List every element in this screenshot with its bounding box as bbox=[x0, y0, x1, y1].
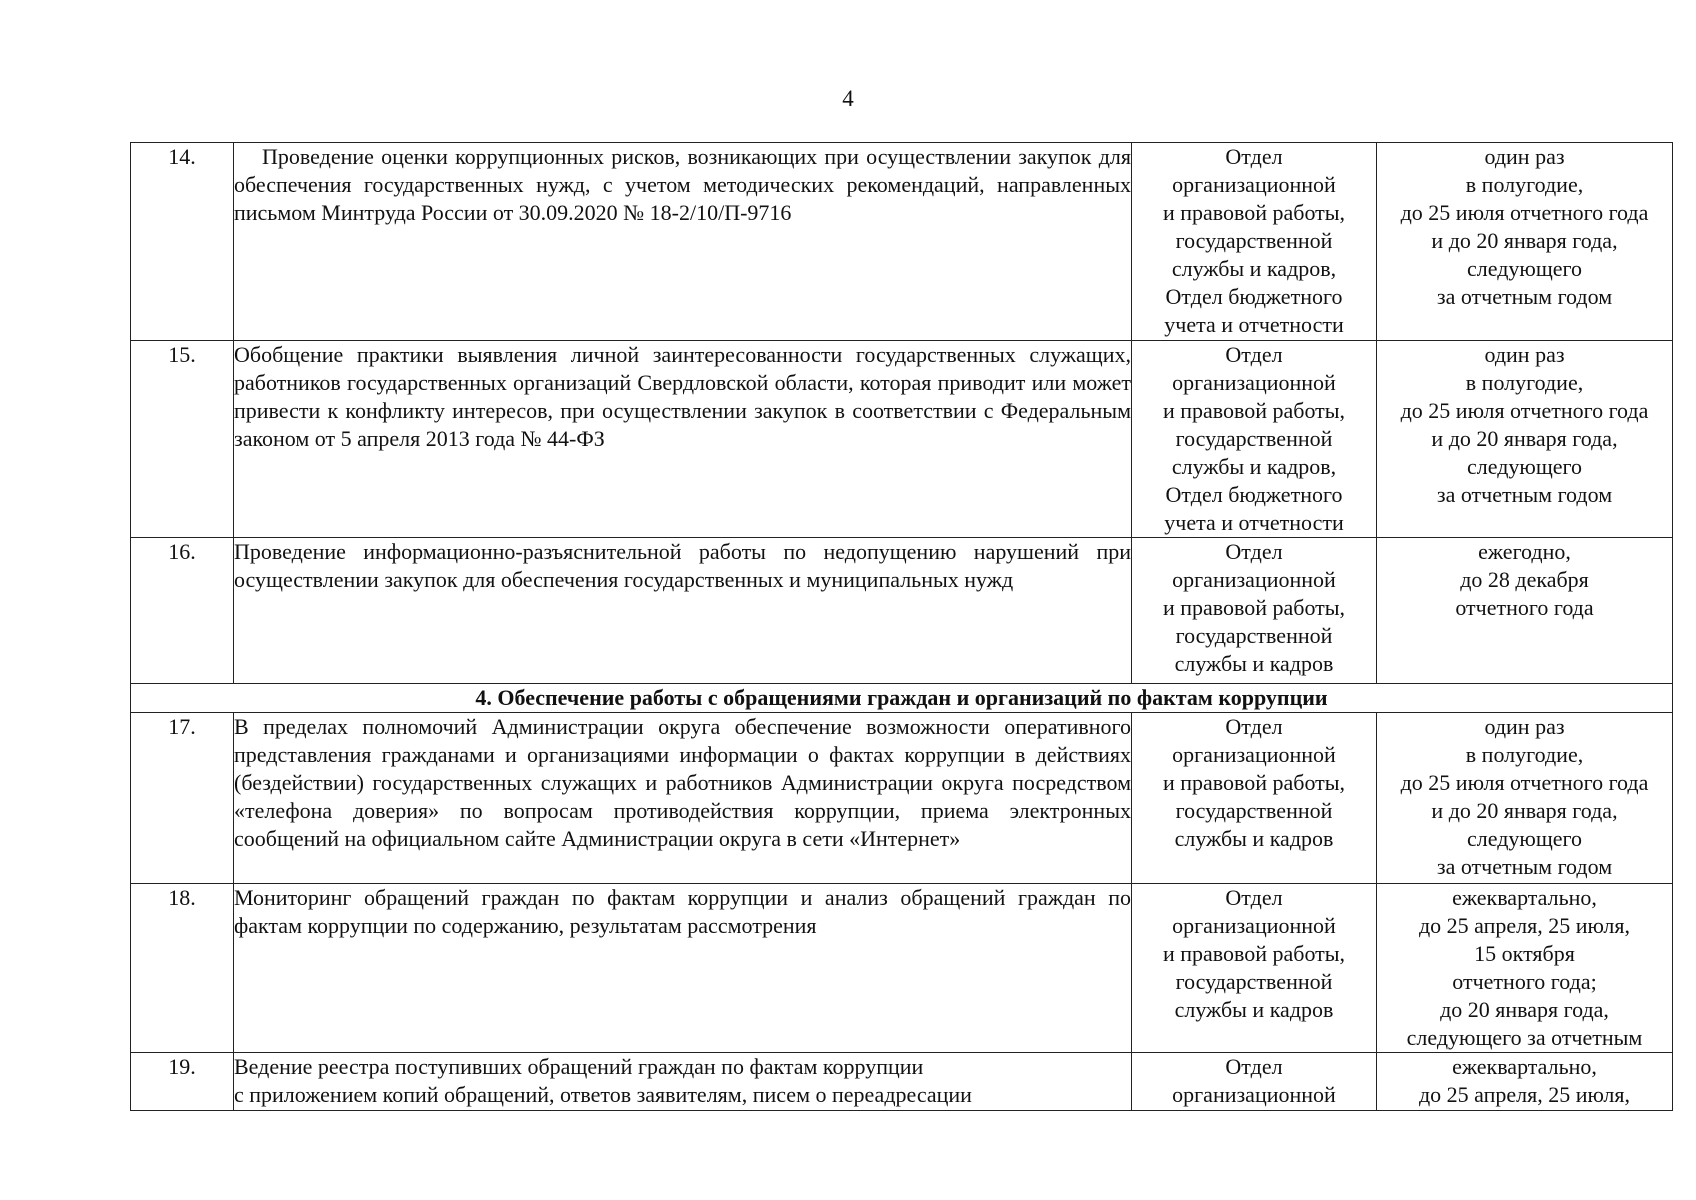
responsible-line: Отдел бюджетного bbox=[1165, 482, 1343, 507]
responsible-line: и правовой работы, bbox=[1162, 941, 1346, 966]
deadline-line: до 28 декабря bbox=[1460, 567, 1589, 592]
responsible-line: и правовой работы, bbox=[1162, 595, 1346, 620]
deadline-line: отчетного года bbox=[1455, 595, 1594, 620]
responsible-line: организационной bbox=[1172, 567, 1336, 592]
table-row bbox=[131, 1053, 1673, 1111]
table-row bbox=[131, 341, 1673, 538]
row-number: 14. bbox=[131, 143, 234, 341]
deadline-line: до 25 июля отчетного года bbox=[1400, 770, 1649, 795]
responsible-line: государственной bbox=[1175, 426, 1333, 451]
responsible-line: государственной bbox=[1175, 623, 1333, 648]
deadline-line: за отчетным годом bbox=[1436, 854, 1613, 879]
responsible-line: организационной bbox=[1172, 172, 1336, 197]
responsible-cell bbox=[1132, 143, 1377, 341]
responsible-line: организационной bbox=[1172, 913, 1336, 938]
row-number: 18. bbox=[131, 884, 234, 1053]
row-number: 16. bbox=[131, 538, 234, 684]
table-row bbox=[131, 884, 1673, 1053]
deadline-line: и до 20 января года, bbox=[1431, 426, 1618, 451]
deadline-line: в полугодие, bbox=[1465, 742, 1584, 767]
deadline-line: ежеквартально, bbox=[1452, 1054, 1597, 1079]
deadline-line: за отчетным годом bbox=[1436, 284, 1613, 309]
section-heading: 4. Обеспечение работы с обращениями граждан и организаций по фактам коррупции bbox=[131, 684, 1673, 713]
measure-text: Проведение информационно-разъяснительной работы по недопущению нарушений при осуществлении закупок для обеспечения государственных и муниципальных нужд bbox=[234, 538, 1132, 684]
deadline-line: до 25 июля отчетного года bbox=[1400, 398, 1649, 423]
deadline-line: один раз bbox=[1484, 714, 1565, 739]
responsible-line: службы и кадров bbox=[1174, 997, 1334, 1022]
responsible-line: государственной bbox=[1175, 969, 1333, 994]
measure-text: В пределах полномочий Администрации округа обеспечение возможности оперативного представления гражданами и организациями информации о фактах коррупции в действиях (бездействии) государственных служащих и работников Администрации округа посредством «телефона доверия» по вопросам противодействия коррупции, приема электронных сообщений на официальном сайте Администрации округа в сети «Интернет» bbox=[234, 713, 1132, 884]
measure-text bbox=[234, 1053, 1132, 1111]
responsible-cell bbox=[1132, 713, 1377, 884]
deadline-cell bbox=[1377, 884, 1673, 1053]
deadline-line: следующего за отчетным bbox=[1406, 1025, 1643, 1050]
deadline-line: один раз bbox=[1484, 144, 1565, 169]
responsible-line: организационной bbox=[1172, 1082, 1336, 1107]
responsible-line: Отдел bbox=[1225, 1054, 1283, 1079]
responsible-line: государственной bbox=[1175, 228, 1333, 253]
responsible-cell bbox=[1132, 884, 1377, 1053]
deadline-line: следующего bbox=[1466, 826, 1583, 851]
deadline-line: отчетного года; bbox=[1452, 969, 1597, 994]
responsible-line: и правовой работы, bbox=[1162, 200, 1346, 225]
measure-text-line: Ведение реестра поступивших обращений граждан по фактам коррупции bbox=[234, 1054, 924, 1079]
deadline-cell bbox=[1377, 713, 1673, 884]
deadline-line: один раз bbox=[1484, 342, 1565, 367]
responsible-line: государственной bbox=[1175, 798, 1333, 823]
deadline-line: в полугодие, bbox=[1465, 172, 1584, 197]
deadline-line: до 25 апреля, 25 июля, bbox=[1418, 913, 1631, 938]
deadline-cell bbox=[1377, 538, 1673, 684]
responsible-line: Отдел bbox=[1225, 714, 1283, 739]
deadline-line: до 25 июля отчетного года bbox=[1400, 200, 1649, 225]
responsible-line: организационной bbox=[1172, 742, 1336, 767]
deadline-line: за отчетным годом bbox=[1436, 482, 1613, 507]
section-row bbox=[131, 684, 1673, 713]
responsible-line: службы и кадров bbox=[1174, 826, 1334, 851]
deadline-cell bbox=[1377, 341, 1673, 538]
responsible-line: службы и кадров bbox=[1174, 651, 1334, 676]
deadline-line: ежегодно, bbox=[1478, 539, 1571, 564]
responsible-cell bbox=[1132, 341, 1377, 538]
responsible-line: службы и кадров, bbox=[1171, 256, 1337, 281]
deadline-line: следующего bbox=[1466, 454, 1583, 479]
row-number: 19. bbox=[131, 1053, 234, 1111]
measure-text: Обобщение практики выявления личной заинтересованности государственных служащих, работников государственных организаций Свердловской области, которая приводит или может привести к конфликту интересов, при осуществлении закупок в соответствии с Федеральным законом от 5 апреля 2013 года № 44-ФЗ bbox=[234, 341, 1132, 538]
responsible-line: учета и отчетности bbox=[1164, 312, 1344, 337]
table-row bbox=[131, 538, 1673, 684]
deadline-line: 15 октября bbox=[1474, 941, 1575, 966]
responsible-line: Отдел бюджетного bbox=[1165, 284, 1343, 309]
responsible-line: Отдел bbox=[1225, 539, 1283, 564]
row-number: 17. bbox=[131, 713, 234, 884]
responsible-line: Отдел bbox=[1225, 885, 1283, 910]
deadline-line: и до 20 января года, bbox=[1431, 228, 1618, 253]
responsible-line: Отдел bbox=[1225, 144, 1283, 169]
page-number: 4 bbox=[842, 86, 854, 111]
responsible-cell bbox=[1132, 1053, 1377, 1111]
deadline-line: следующего bbox=[1466, 256, 1583, 281]
responsible-line: учета и отчетности bbox=[1164, 510, 1344, 535]
responsible-line: Отдел bbox=[1225, 342, 1283, 367]
row-number: 15. bbox=[131, 341, 234, 538]
responsible-cell bbox=[1132, 538, 1377, 684]
responsible-line: и правовой работы, bbox=[1162, 398, 1346, 423]
measure-text: Мониторинг обращений граждан по фактам коррупции и анализ обращений граждан по фактам коррупции по содержанию, результатам рассмотрения bbox=[234, 884, 1132, 1053]
responsible-line: службы и кадров, bbox=[1171, 454, 1337, 479]
deadline-line: ежеквартально, bbox=[1452, 885, 1597, 910]
measure-text-line: с приложением копий обращений, ответов заявителям, писем о переадресации bbox=[234, 1082, 972, 1107]
responsible-line: организационной bbox=[1172, 370, 1336, 395]
deadline-line: и до 20 января года, bbox=[1431, 798, 1618, 823]
measures-table bbox=[130, 142, 1673, 1111]
deadline-cell bbox=[1377, 1053, 1673, 1111]
table-row bbox=[131, 143, 1673, 341]
deadline-line: до 25 апреля, 25 июля, bbox=[1418, 1082, 1631, 1107]
deadline-line: до 20 января года, bbox=[1440, 997, 1609, 1022]
deadline-cell bbox=[1377, 143, 1673, 341]
responsible-line: и правовой работы, bbox=[1162, 770, 1346, 795]
deadline-line: в полугодие, bbox=[1465, 370, 1584, 395]
table-row bbox=[131, 713, 1673, 884]
measure-text: Проведение оценки коррупционных рисков, возникающих при осуществлении закупок для обеспечения государственных нужд, с учетом методических рекомендаций, направленных письмом Минтруда России от 30.09.2020 № 18-2/10/П-9716 bbox=[234, 143, 1132, 341]
